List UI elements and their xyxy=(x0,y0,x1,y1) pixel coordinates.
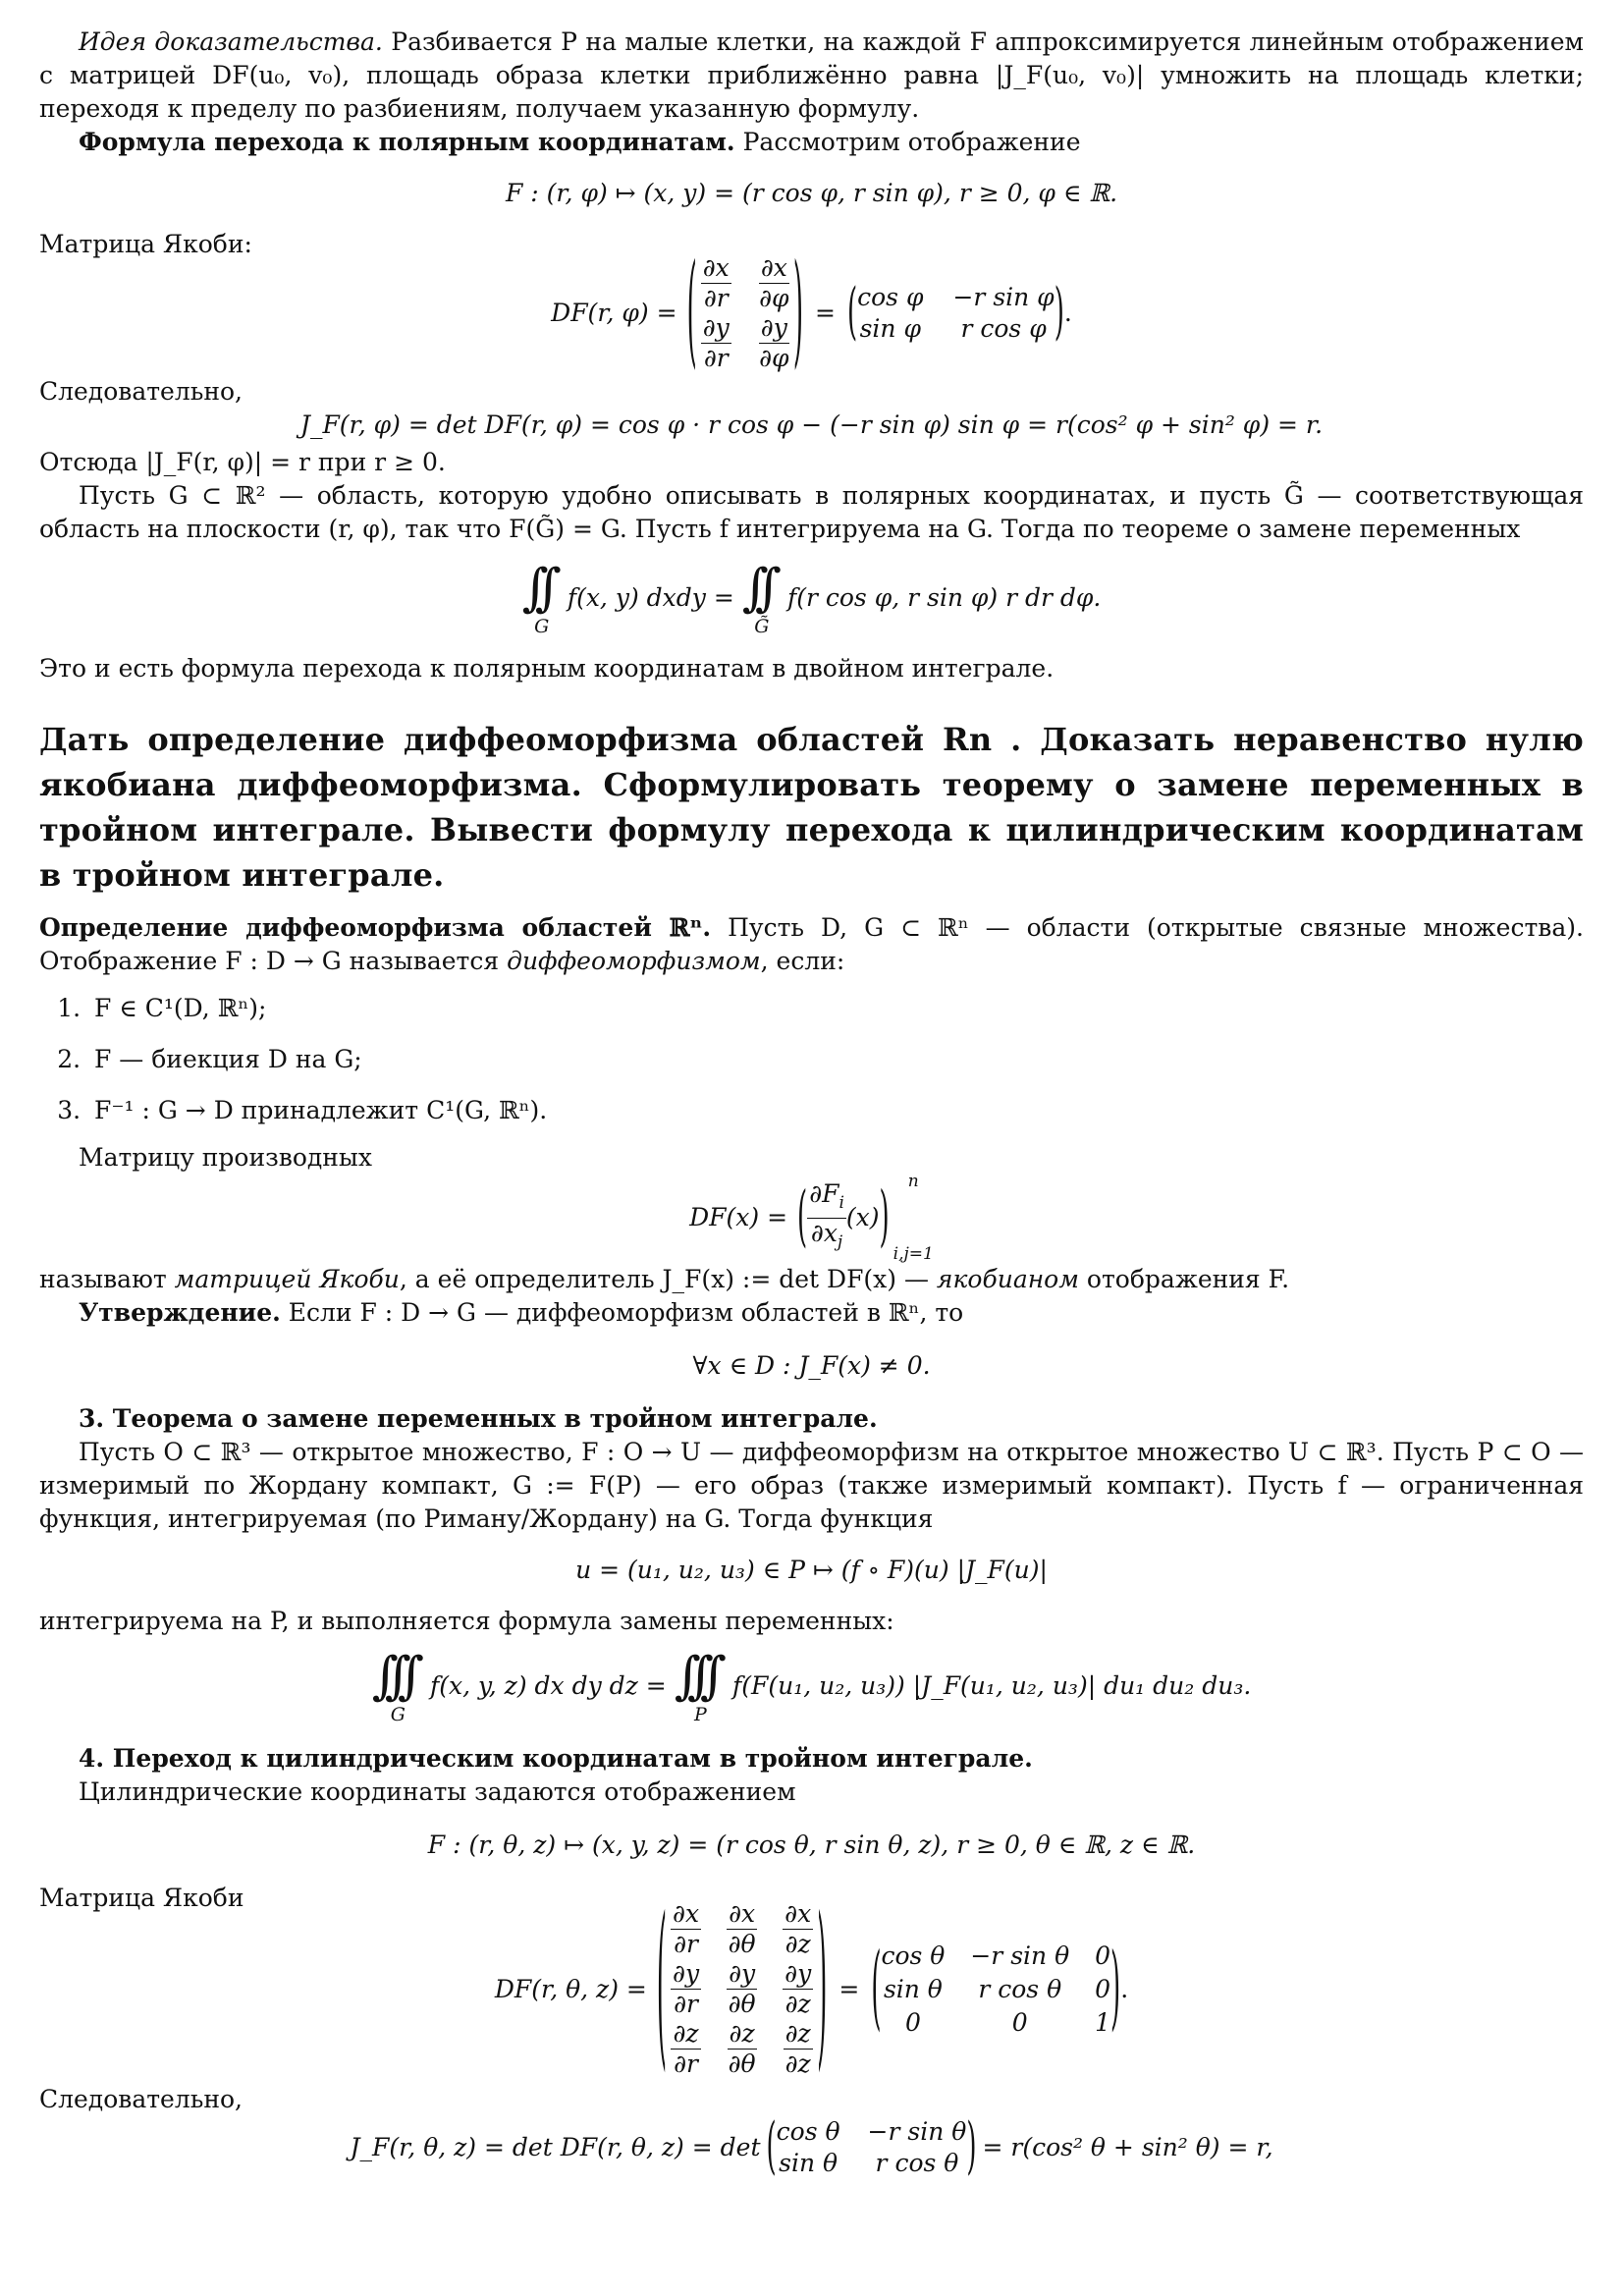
definition-text: Пусть D, G ⊂ ℝⁿ — области (открытые связные множества). Отображение F : D → G называется xyxy=(39,913,1584,975)
right-paren: ) xyxy=(1054,278,1064,349)
condition-item: 3. F⁻¹ : G → D принадлежит C¹(G, ℝⁿ). xyxy=(88,1094,1584,1127)
polar-df-lhs: DF(r, φ) = xyxy=(551,299,677,327)
definition-label: Определение диффеоморфизма областей ℝⁿ. xyxy=(39,913,712,942)
cylindrical-map-formula: F : (r, θ, z) ↦ (x, y, z) = (r cos θ, r sin θ, z), r ≥ 0, θ ∈ ℝ, z ∈ ℝ. xyxy=(427,1831,1196,1859)
hence-1: Следовательно, xyxy=(39,377,243,406)
general-df-formula: DF(x) = ( $\frac{\partial F_i}{\partial x_j}$ (x) ) n i,j=1 xyxy=(689,1172,934,1264)
matrix-entry: cos φ xyxy=(857,283,924,311)
partial-derivative: $\frac{\partial y}{\partial r}$ xyxy=(673,1959,700,2018)
triple-integral-sign: ∫∫∫ G xyxy=(371,1647,410,1725)
double-integral-rhs: f(r cos φ, r sin φ) r dr dφ. xyxy=(786,583,1102,612)
theorem-3-after: интегрируема на P, и выполняется формула замены переменных: xyxy=(39,1607,894,1635)
cylindrical-jf-formula: J_F(r, θ, z) = det DF(r, θ, z) = det ( cos θ −r sin θ sin θ r cos θ ) = r(cos² θ + sin² θ) = r, xyxy=(350,2112,1273,2183)
term-jacobi-matrix: матрицей Якоби xyxy=(174,1265,400,1293)
matrix-entry: sin φ xyxy=(859,314,921,343)
claim-paragraph xyxy=(39,1296,1584,1330)
partial-derivative: $\frac{\partial x}{\partial z}$ xyxy=(784,1899,812,1958)
claim-label: Утверждение. xyxy=(79,1298,281,1327)
jacobi-label-2: Матрица Якоби xyxy=(39,1884,244,1912)
abs-jf-text: Отсюда |J_F(r, φ)| = r при r ≥ 0. xyxy=(39,448,446,476)
general-df-lhs: DF(x) = xyxy=(689,1203,788,1231)
polar-jacobian-equation: DF(r, φ) = ( $\frac{\partial x}{\partial r}$ $\frac{\partial x}{\partial\varphi}$ $\frac{\partial y}{\partial r}$ $\frac{\partial y}{\partial\varphi}$ ) = ( cos φ −r sin φ sin φ r cos φ ) . xyxy=(551,243,1072,384)
partial-derivative: $\frac{\partial z}{\partial z}$ xyxy=(784,2019,811,2078)
left-paren: ( xyxy=(846,278,858,349)
partial-derivative: $\frac{\partial z}{\partial r}$ xyxy=(673,2019,699,2078)
triple-integral-lhs: f(x, y, z) dx dy dz = xyxy=(429,1671,667,1700)
region-paragraph: Пусть G ⊂ ℝ² — область, которую удобно описывать в полярных координатах, и пусть G̃ — соответствующая область на плоскости (r, φ), так что F(G̃) = G. Пусть f интегрируема на G. Тогда по теореме о замене переменных xyxy=(39,481,1584,543)
double-integral-sign: ∫∫ G̃ xyxy=(741,559,770,637)
matrix-entry: 0 xyxy=(1095,1941,1111,1970)
jacobi-label-1: Матрица Якоби: xyxy=(39,230,252,258)
cyl-jf-matrix xyxy=(777,2116,967,2179)
jacobian-definition: называют матрицей Якоби, а её определитель J_F(x) := det DF(x) — якобианом отображения F. xyxy=(39,1265,1290,1293)
partial-fraction: $\frac{\partial F_i}{\partial x_j}$ xyxy=(809,1178,844,1252)
double-integral-sign: ∫∫ G xyxy=(521,559,550,637)
definition-text-end: , если: xyxy=(760,947,845,975)
double-integral-formula xyxy=(39,560,1584,636)
matrix-intro: Матрицу производных xyxy=(79,1143,372,1172)
polar-intro: Рассмотрим отображение xyxy=(742,128,1081,156)
theorem-3-map: u = (u₁, u₂, u₃) ∈ P ↦ (f ∘ F)(u) |J_F(u)| xyxy=(575,1556,1048,1584)
general-df-arg: (x) xyxy=(845,1203,880,1231)
matrix-entry: −r sin φ xyxy=(952,283,1055,311)
triple-integral-formula xyxy=(39,1648,1584,1724)
matrix-entry: cos θ xyxy=(776,2117,840,2146)
triple-integral-sign: ∫∫∫ P xyxy=(674,1647,714,1725)
cyl-df-lhs: DF(r, θ, z) = xyxy=(494,1974,647,2003)
partial-derivative: $\frac{\partial x}{\partial\theta}$ xyxy=(728,1899,756,1958)
triple-integral-rhs: f(F(u₁, u₂, u₃)) |J_F(u₁, u₂, u₃)| du₁ du₂ du₃. xyxy=(732,1671,1252,1700)
cylindrical-jacobian-equation: DF(r, θ, z) = ( $\frac{\partial x}{\partial r}$ $\frac{\partial x}{\partial\theta}$ $\frac{\partial x}{\partial z}$ $\frac{\partial y}{\partial r}$ $\frac{\partial y}{\partial\theta}$ $\frac{\partial y}{\partial z}$ $\frac{\partial z}{\partial r}$ $\frac{\partial z}{\partial\theta}$ $\frac{\partial z}{\partial z}$ ) = ( cos θ −r sin θ 0 sin θ r cos θ 0 0 0 1 ) . xyxy=(494,1886,1129,2093)
matrix-entry: 1 xyxy=(1095,2007,1111,2037)
cyl-values-matrix xyxy=(881,1940,1110,2040)
claim-text: Если F : D → G — диффеоморфизм областей в ℝⁿ, то xyxy=(288,1298,964,1327)
cyl-jf-lhs: J_F(r, θ, z) = det DF(r, θ, z) = det xyxy=(350,2133,761,2161)
polar-partials-matrix xyxy=(701,253,789,373)
matrix-entry: −r sin θ xyxy=(970,1941,1070,1970)
cylindrical-heading: 4. Переход к цилиндрическим координатам в тройном интеграле. xyxy=(79,1744,1033,1773)
general-df-sub: i,j=1 xyxy=(893,1244,934,1264)
partial-derivative: $\frac{\partial z}{\partial\theta}$ xyxy=(728,2019,756,2078)
proof-idea-text: Разбивается P на малые клетки, на каждой F аппроксимируется линейным отображением с матрицей DF(u₀, v₀), площадь образа клетки приближённо равна |J_F(u₀, v₀)| умножить на площадь клетки; переходя к пределу по разбиениям, получаем указанную формулу. xyxy=(39,27,1584,123)
matrix-entry: cos θ xyxy=(881,1941,946,1970)
partial-derivative: $\frac{\partial x}{\partial r}$ xyxy=(702,253,730,312)
polar-values-matrix xyxy=(857,282,1055,345)
matrix-entry: 0 xyxy=(1095,1974,1111,2003)
polar-heading: Формула перехода к полярным координатам. xyxy=(79,128,735,156)
theorem-3-heading: 3. Теорема о замене переменных в тройном интеграле. xyxy=(79,1404,878,1433)
polar-heading-paragraph xyxy=(39,126,1584,159)
claim-formula: ∀x ∈ D : J_F(x) ≠ 0. xyxy=(692,1351,931,1380)
matrix-entry: 0 xyxy=(1011,2007,1028,2037)
matrix-entry: r cos θ xyxy=(875,2149,959,2177)
definition-term: диффеоморфизмом xyxy=(507,947,761,975)
matrix-entry: r cos φ xyxy=(960,314,1047,343)
matrix-entry: 0 xyxy=(904,2007,921,2037)
matrix-entry: r cos θ xyxy=(978,1974,1062,2003)
partial-derivative: $\frac{\partial y}{\partial z}$ xyxy=(784,1959,812,2018)
proof-idea-paragraph xyxy=(39,26,1584,126)
partial-derivative: $\frac{\partial y}{\partial\theta}$ xyxy=(728,1959,756,2018)
double-integral-lhs: f(x, y) dxdy = xyxy=(567,583,734,612)
partial-derivative: $\frac{\partial y}{\partial r}$ xyxy=(702,313,730,372)
polar-conclusion: Это и есть формула перехода к полярным координатам в двойном интеграле. xyxy=(39,654,1055,683)
matrix-entry: sin θ xyxy=(779,2149,839,2177)
matrix-entry: −r sin θ xyxy=(867,2117,967,2146)
section-heading: Дать определение диффеоморфизма областей Rn . Доказать неравенство нулю якобиана диффеоморфизма. Сформулировать теорему о замене переменных в тройном интеграле. Вывести формулу перехода к цилиндрическим координатам в тройном интеграле. xyxy=(39,721,1584,894)
cylindrical-intro: Цилиндрические координаты задаются отображением xyxy=(79,1777,796,1806)
partial-derivative: $\frac{\partial x}{\partial r}$ xyxy=(673,1899,700,1958)
proof-idea-label: Идея доказательства. xyxy=(79,27,383,56)
cyl-jf-rhs: = r(cos² θ + sin² θ) = r, xyxy=(982,2133,1273,2161)
cyl-partials-matrix xyxy=(671,1899,813,2079)
partial-derivative: $\frac{\partial y}{\partial\varphi}$ xyxy=(759,313,789,372)
polar-map-formula: F : (r, φ) ↦ (x, y) = (r cos φ, r sin φ), r ≥ 0, φ ∈ ℝ. xyxy=(505,179,1118,207)
partial-derivative: $\frac{\partial x}{\partial\varphi}$ xyxy=(759,253,789,312)
right-paren: ) xyxy=(792,243,804,384)
condition-item: 1. F ∈ C¹(D, ℝⁿ); xyxy=(88,992,1584,1025)
term-jacobian: якобианом xyxy=(936,1265,1079,1293)
general-df-sup: n xyxy=(907,1172,919,1191)
definition-paragraph xyxy=(39,911,1584,978)
polar-jf-formula: J_F(r, φ) = det DF(r, φ) = cos φ · r cos φ − (−r sin φ) sin φ = r(cos² φ + sin² φ) = r. xyxy=(299,410,1324,439)
left-paren: ( xyxy=(686,243,697,384)
hence-2: Следовательно, xyxy=(39,2085,243,2113)
condition-item: 2. F — биекция D на G; xyxy=(88,1043,1584,1076)
matrix-entry: sin θ xyxy=(883,1974,943,2003)
conditions-list xyxy=(39,992,1584,1127)
theorem-3-text: Пусть O ⊂ ℝ³ — открытое множество, F : O → U — диффеоморфизм на открытое множество U ⊂ ℝ³. Пусть P ⊂ O — измеримый по Жордану компакт, G := F(P) — его образ (также измеримый компакт). Пусть f — ограниченная функция, интегрируемая (по Риману/Жордану) на G. Тогда функция xyxy=(39,1438,1584,1533)
